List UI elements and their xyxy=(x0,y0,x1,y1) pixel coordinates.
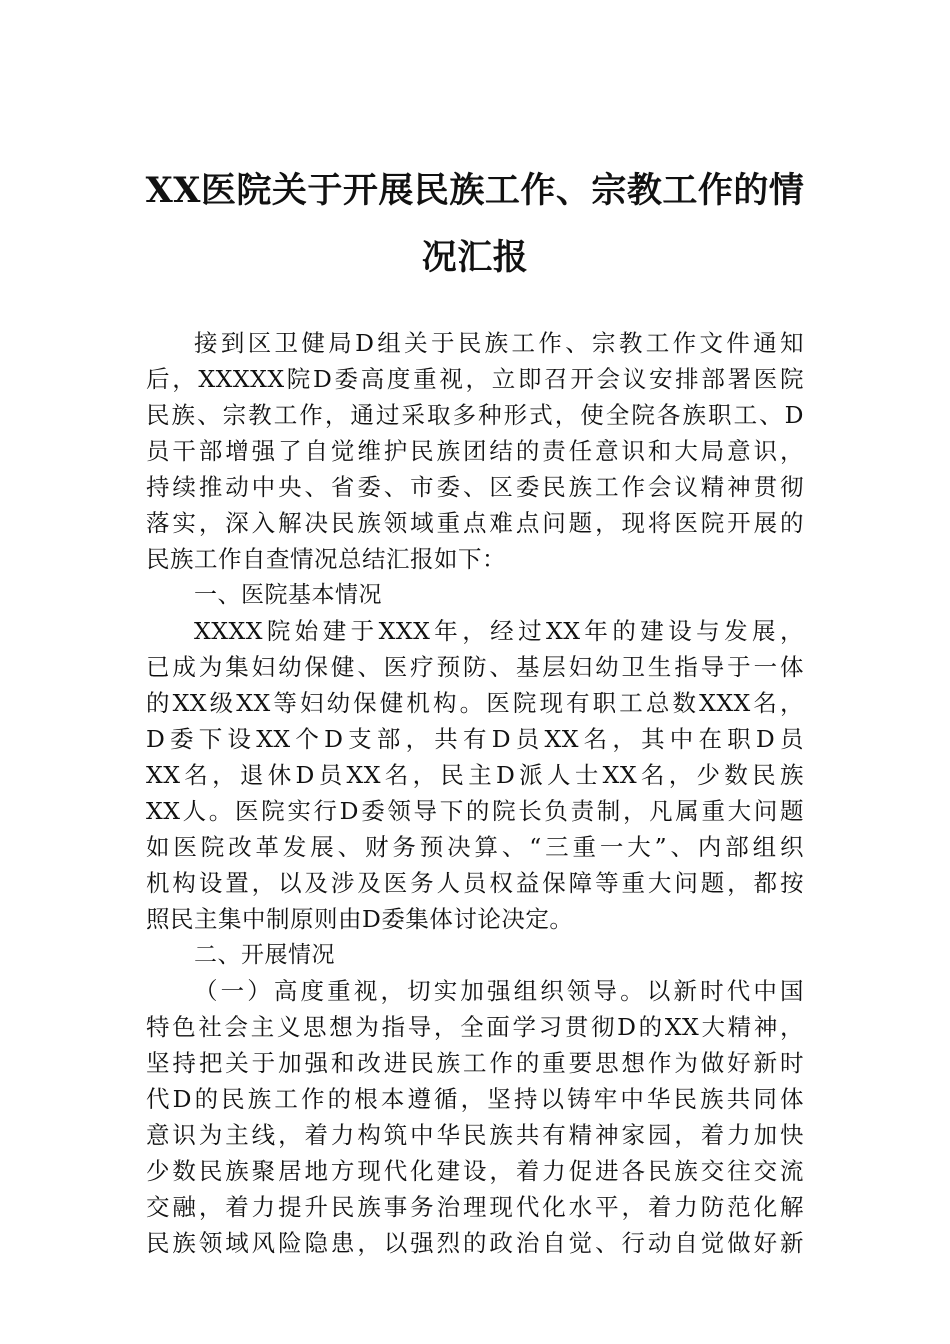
section-1-line-1: XXXX院始建于XXX年，经过XX年的建设与发展， xyxy=(194,617,804,645)
document-title-line-2: 况汇报 xyxy=(421,237,529,278)
section-1-line-2: 已成为集妇幼保健、医疗预防、基层妇幼卫生指导于一体 xyxy=(146,653,804,681)
section-1-line-7: 如医院改革发展、财务预决算、“三重一大”、内部组织 xyxy=(146,833,804,861)
section-2-heading: 二、开展情况 xyxy=(194,942,335,968)
intro-line-5: 持续推动中央、省委、市委、区委民族工作会议精神贯彻 xyxy=(146,473,804,501)
section-2-line-3: 坚持把关于加强和改进民族工作的重要思想作为做好新时 xyxy=(146,1049,804,1077)
section-2-line-6: 少数民族聚居地方现代化建设，着力促进各民族交往交流 xyxy=(146,1157,804,1185)
section-1-line-4: D委下设XX个D支部，共有D员XX名，其中在职D员 xyxy=(146,725,804,753)
section-1-line-9: 照民主集中制原则由D委集体讨论决定。 xyxy=(146,905,574,933)
intro-line-1: 接到区卫健局D组关于民族工作、宗教工作文件通知 xyxy=(194,329,804,357)
intro-line-6: 落实，深入解决民族领域重点难点问题，现将医院开展的 xyxy=(146,509,804,537)
intro-line-3: 民族、宗教工作，通过采取多种形式，使全院各族职工、D xyxy=(146,401,804,429)
document-title-line-1: XX医院关于开展民族工作、宗教工作的情 xyxy=(145,170,805,211)
section-1-line-6: XX人。医院实行D委领导下的院长负责制，凡属重大问题 xyxy=(146,797,804,825)
section-2-line-1: （一）高度重视，切实加强组织领导。以新时代中国 xyxy=(194,977,804,1005)
section-1-line-3: 的XX级XX等妇幼保健机构。医院现有职工总数XXX名， xyxy=(146,689,804,717)
section-2-line-4: 代D的民族工作的根本遵循，坚持以铸牢中华民族共同体 xyxy=(146,1085,804,1113)
intro-line-7: 民族工作自查情况总结汇报如下： xyxy=(146,545,506,573)
intro-line-2: 后，XXXXX院D委高度重视，立即召开会议安排部署医院 xyxy=(146,365,804,393)
section-2-line-8: 民族领域风险隐患，以强烈的政治自觉、行动自觉做好新 xyxy=(146,1229,804,1257)
section-2-line-5: 意识为主线，着力构筑中华民族共有精神家园，着力加快 xyxy=(146,1121,804,1149)
section-1-heading: 一、医院基本情况 xyxy=(194,582,382,608)
section-2-line-7: 交融，着力提升民族事务治理现代化水平，着力防范化解 xyxy=(146,1193,804,1221)
section-1-line-5: XX名，退休D员XX名，民主D派人士XX名，少数民族 xyxy=(146,761,804,789)
section-1-line-8: 机构设置，以及涉及医务人员权益保障等重大问题，都按 xyxy=(146,869,804,897)
section-2-line-2: 特色社会主义思想为指导，全面学习贯彻D的XX大精神， xyxy=(146,1013,804,1041)
intro-line-4: 员干部增强了自觉维护民族团结的责任意识和大局意识， xyxy=(146,437,804,465)
